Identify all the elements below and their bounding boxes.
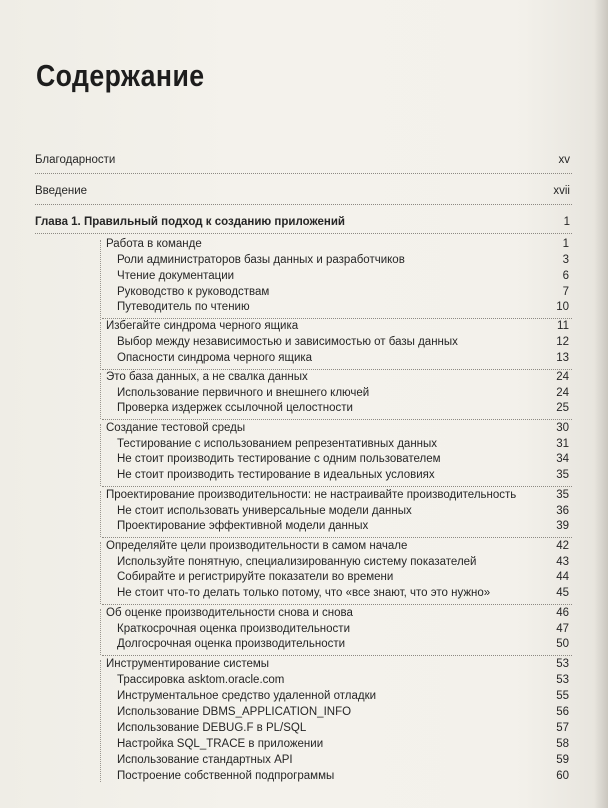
toc-item-label: Использование DBMS_APPLICATION_INFO (117, 706, 352, 718)
toc-item (0, 672, 608, 689)
toc-label: Благодарности (35, 154, 116, 166)
toc-item-label: Настройка SQL_TRACE в приложении (117, 738, 324, 750)
toc-item (0, 736, 608, 753)
toc-page-number: 58 (556, 738, 569, 750)
toc-section-label: Избегайте синдрома черного ящика (106, 320, 299, 332)
toc-page-number: 34 (556, 453, 569, 465)
toc-item-label: Долгосрочная оценка производительности (117, 638, 346, 650)
toc-chapter-1 (0, 214, 608, 231)
toc-item-label: Чтение документации (117, 270, 235, 282)
toc-item (0, 334, 608, 351)
toc-item-label: Использование первичного и внешнего ключей (117, 387, 370, 399)
toc-item-label: Краткосрочная оценка производительности (117, 623, 350, 635)
toc-item (0, 451, 608, 468)
toc-item (0, 299, 608, 316)
toc-page-number: 55 (556, 690, 569, 702)
toc-section-label: Создание тестовой среды (106, 422, 246, 434)
toc-section (0, 538, 608, 555)
toc-page-number: 45 (556, 587, 569, 599)
toc-item-label: Проектирование эффективной модели данных (117, 520, 369, 532)
toc-item (0, 704, 608, 721)
toc-item (0, 585, 608, 602)
toc-item-label: Не стоит использовать универсальные модели данных (117, 505, 412, 517)
toc-item (0, 252, 608, 269)
toc-item-label: Трассировка asktom.oracle.com (117, 674, 285, 686)
toc-page-number: 47 (556, 623, 569, 635)
toc-page-number: 35 (556, 469, 569, 481)
toc-page-number: 24 (556, 387, 569, 399)
toc-section-label: Проектирование производительности: не настраивайте производительность (106, 489, 517, 501)
toc-chapter-label: Глава 1. Правильный подход к созданию приложений (35, 216, 345, 228)
toc-page-number: 1 (563, 216, 570, 228)
toc-section (0, 236, 608, 253)
toc-section (0, 605, 608, 622)
toc-item-label: Не стоит производить тестирование в идеальных условиях (117, 469, 435, 481)
toc-page-number: 3 (562, 254, 569, 266)
toc-section-label: Работа в команде (106, 238, 202, 250)
toc-item (0, 636, 608, 653)
toc-item-label: Использование стандартных API (117, 754, 293, 766)
toc-page-number: 53 (556, 658, 569, 670)
toc-section (0, 420, 608, 437)
toc-section (0, 369, 608, 386)
toc-page-number: 25 (556, 402, 569, 414)
toc-item-label: Проверка издержек ссылочной целостности (117, 402, 353, 414)
toc-item-label: Тестирование с использованием репрезентативных данных (117, 438, 438, 450)
toc-item (0, 768, 608, 785)
toc-item-label: Руководство к руководствам (117, 286, 270, 298)
toc-section (0, 318, 608, 335)
toc-item (0, 268, 608, 285)
divider (35, 233, 572, 234)
toc-section-label: Это база данных, а не свалка данных (106, 371, 308, 383)
toc-item-label: Не стоит что-то делать только потому, что «все знают, что это нужно» (117, 587, 491, 599)
toc-item (0, 467, 608, 484)
toc-item-label: Собирайте и регистрируйте показатели во времени (117, 571, 394, 583)
toc-page-number: 44 (556, 571, 569, 583)
toc-section (0, 656, 608, 673)
toc-page-number: 60 (556, 770, 569, 782)
toc-page-number: xv (558, 154, 570, 166)
toc-page-number: 31 (556, 438, 569, 450)
toc-page-number: 43 (556, 556, 569, 568)
toc-item (0, 720, 608, 737)
toc-page-number: xvii (553, 185, 570, 197)
toc-front-introduction (0, 183, 608, 200)
divider (35, 173, 572, 174)
toc-item-label: Опасности синдрома черного ящика (117, 352, 313, 364)
toc-page-number: 42 (556, 540, 569, 552)
toc-item (0, 400, 608, 417)
toc-item (0, 688, 608, 705)
toc-item-label: Выбор между независимостью и зависимостью от базы данных (117, 336, 458, 348)
toc-page-number: 6 (562, 270, 569, 282)
toc-page-number: 53 (556, 674, 569, 686)
divider (35, 204, 572, 205)
toc-page-number: 46 (556, 607, 569, 619)
toc-page-number: 7 (562, 286, 569, 298)
toc-section-label: Инструментирование системы (106, 658, 270, 670)
toc-page-number: 30 (556, 422, 569, 434)
toc-item (0, 518, 608, 535)
toc-item-label: Использование DEBUG.F в PL/SQL (117, 722, 307, 734)
toc-label: Введение (35, 185, 88, 197)
toc-page-number: 59 (556, 754, 569, 766)
toc-item-label: Путеводитель по чтению (117, 301, 250, 313)
toc-section-label: Об оценке производительности снова и снова (106, 607, 353, 619)
toc-section (0, 487, 608, 504)
toc-page-number: 35 (556, 489, 569, 501)
toc-page-number: 10 (556, 301, 569, 313)
toc-page-number: 36 (556, 505, 569, 517)
toc-item (0, 752, 608, 769)
toc-page-number: 1 (562, 238, 569, 250)
toc-item (0, 569, 608, 586)
toc-page-number: 13 (556, 352, 569, 364)
toc-item (0, 350, 608, 367)
toc-page-number: 39 (556, 520, 569, 532)
toc-front-acknowledgements (0, 152, 608, 169)
toc-item-label: Не стоит производить тестирование с одним пользователем (117, 453, 441, 465)
page-title: Содержание (36, 58, 205, 93)
toc-page-number: 50 (556, 638, 569, 650)
toc-item-label: Используйте понятную, специализированную систему показателей (117, 556, 477, 568)
toc-item-label: Роли администраторов базы данных и разработчиков (117, 254, 405, 266)
toc-page-number: 12 (556, 336, 569, 348)
toc-section-label: Определяйте цели производительности в самом начале (106, 540, 408, 552)
toc-item-label: Построение собственной подпрограммы (117, 770, 335, 782)
toc-page-number: 24 (556, 371, 569, 383)
toc-page-number: 11 (557, 320, 569, 332)
toc-page-number: 57 (556, 722, 569, 734)
toc-item-label: Инструментальное средство удаленной отладки (117, 690, 377, 702)
toc-page-number: 56 (556, 706, 569, 718)
